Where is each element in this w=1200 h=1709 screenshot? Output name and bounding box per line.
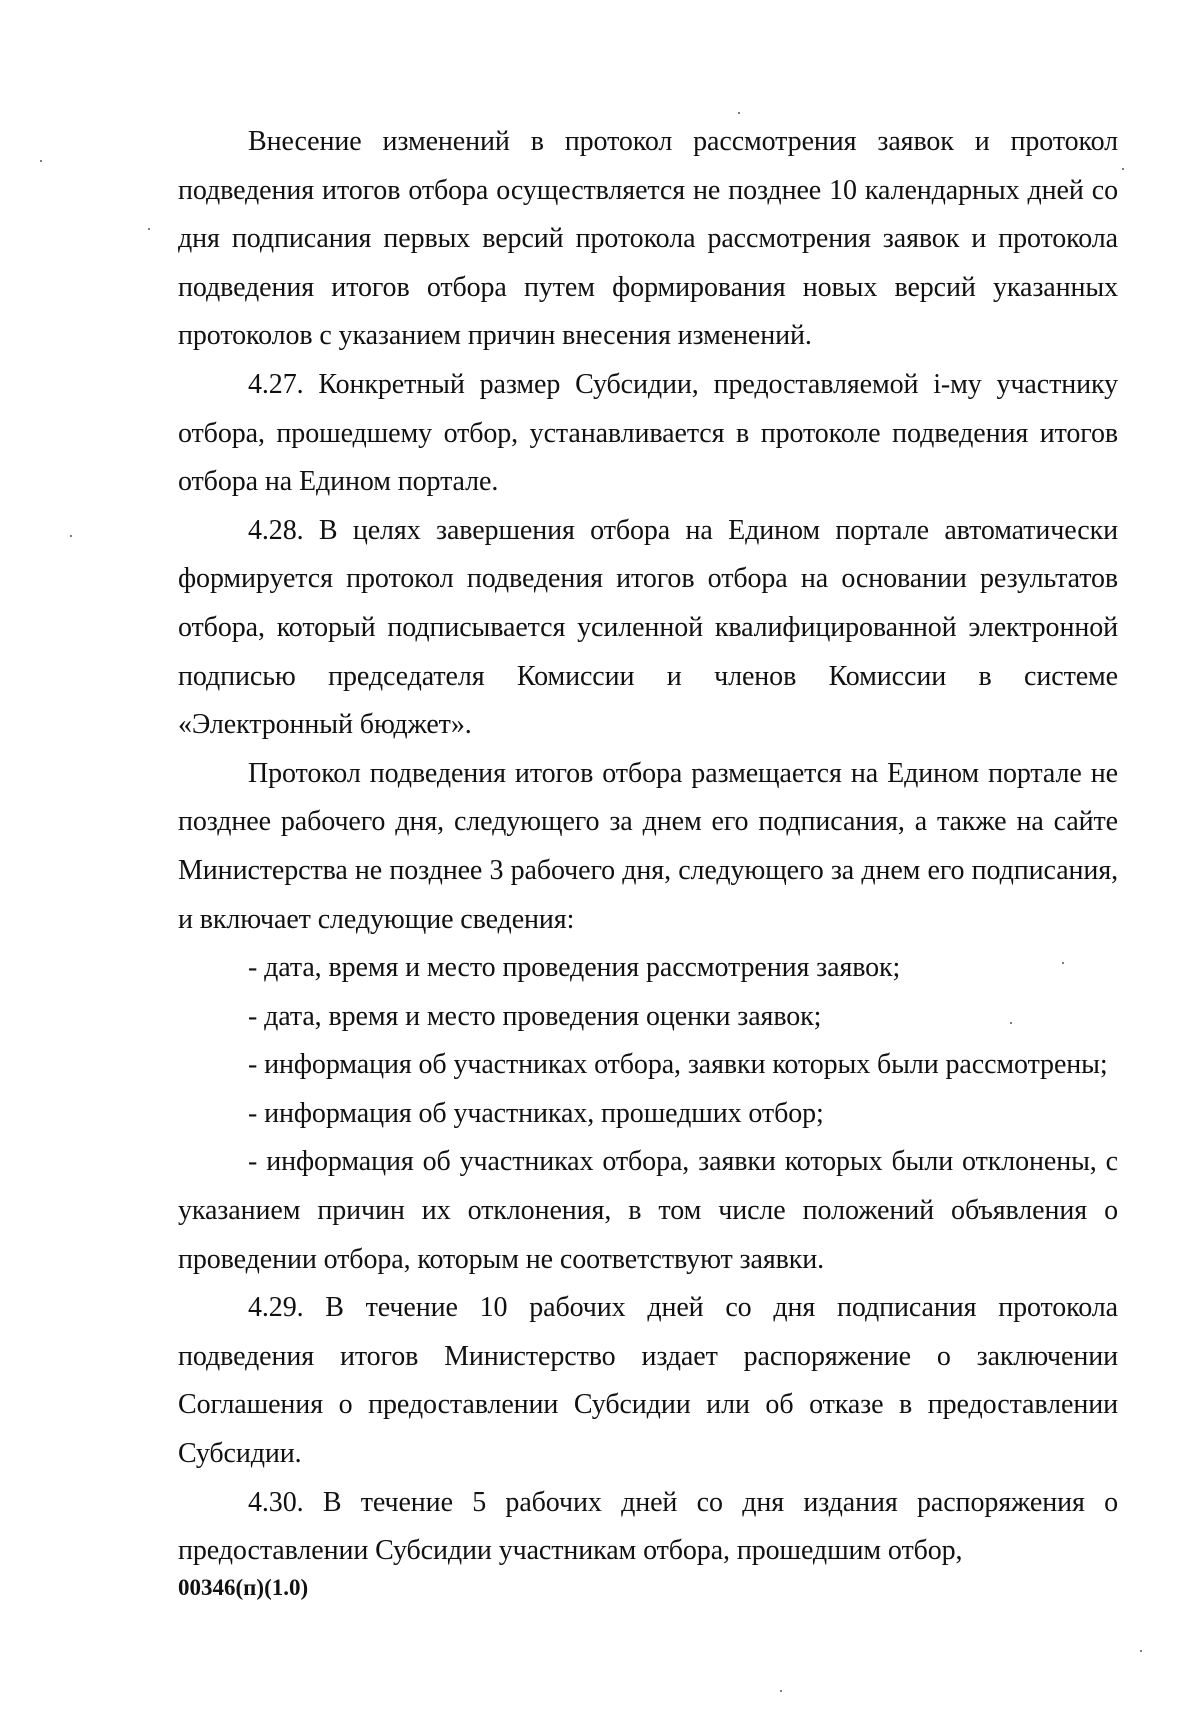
paragraph-protocol-publication: Протокол подведения итогов отбора размещается на Едином портале не позднее рабочего дня, следующего за днем его подписания, а также на сайте Министерства не позднее 3 рабочего дня, следующего за днем его подписания, и включает следующие сведения: [178, 757, 1118, 935]
scan-speck [1062, 962, 1064, 964]
scan-speck [738, 112, 740, 114]
scan-speck [1140, 1650, 1142, 1652]
scan-speck [1010, 1022, 1012, 1024]
list-item-rejected-participants: - информация об участниках отбора, заявки которых были отклонены, с указанием причин их отклонения, в том числе положений объявления о проведении отбора, которым не соответствуют заявки. [178, 1146, 1118, 1275]
paragraph-amendments: Внесение изменений в протокол рассмотрения заявок и протокол подведения итогов отбора осуществляется не позднее 10 календарных дней со дня подписания первых версий протокола рассмотрения заявок и протокола подведения итогов отбора путем формирования новых версий указанных протоколов с указанием причин внесения изменений. [178, 126, 1118, 352]
scan-speck [148, 228, 150, 230]
paragraph-4-30: 4.30. В течение 5 рабочих дней со дня издания распоряжения о предоставлении Субсидии участникам отбора, прошедшим отбор, [178, 1486, 1118, 1567]
list-item-passed-participants: - информация об участниках, прошедших отбор; [248, 1097, 824, 1129]
list-item-reviewed-participants: - информация об участниках отбора, заявки которых были рассмотрены; [248, 1049, 1108, 1081]
list-item-evaluation-date: - дата, время и место проведения оценки заявок; [248, 1000, 822, 1032]
scan-speck [780, 1690, 782, 1692]
scan-speck [1122, 168, 1124, 170]
paragraph-4-28: 4.28. В целях завершения отбора на Едином портале автоматически формируется протокол подведения итогов отбора на основании результатов отбора, который подписывается усиленной квалифицированной электронной подписью председателя Комиссии и членов Комиссии в системе «Электронный бюджет». [178, 514, 1118, 741]
paragraph-4-27: 4.27. Конкретный размер Субсидии, предоставляемой i-му участнику отбора, прошедшему отбор, устанавливается в протоколе подведения итогов отбора на Едином портале. [178, 368, 1118, 498]
document-body [178, 118, 1118, 1576]
document-footer-code: 00346(п)(1.0) [178, 1575, 309, 1600]
scan-speck [70, 535, 72, 537]
scan-speck [40, 160, 42, 162]
paragraph-4-29: 4.29. В течение 10 рабочих дней со дня подписания протокола подведения итогов Министерство издает распоряжение о заключении Соглашения о предоставлении Субсидии или об отказе в предоставлении Субсидии. [178, 1292, 1118, 1470]
list-item-review-date: - дата, время и место проведения рассмотрения заявок; [248, 952, 901, 984]
